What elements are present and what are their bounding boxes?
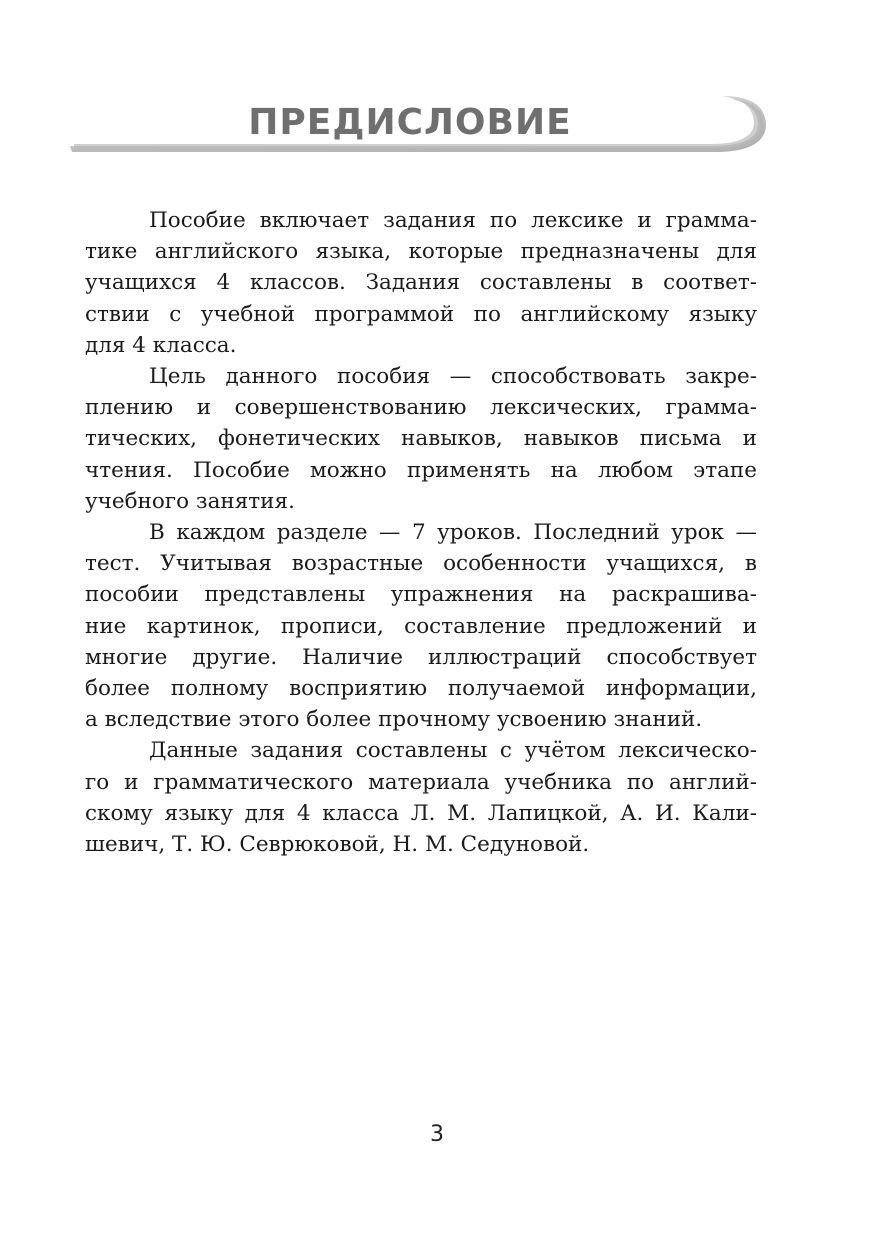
text-line: а вследствие этого более прочному усвоению знаний. bbox=[85, 707, 703, 733]
text-line: плению и совершенствованию лексических, грамма- bbox=[85, 395, 757, 421]
page-title: ПРЕДИСЛОВИЕ bbox=[248, 102, 572, 143]
text-line: тических, фонетических навыков, навыков письма и bbox=[85, 426, 757, 452]
paragraph bbox=[85, 361, 757, 517]
text-line: В каждом разделе — 7 уроков. Последний урок — bbox=[149, 520, 757, 546]
page-number: 3 bbox=[430, 1122, 444, 1147]
preface-text bbox=[85, 205, 757, 860]
text-line: многие другие. Наличие иллюстраций способствует bbox=[85, 644, 757, 670]
text-line: тест. Учитывая возрастные особенности учащихся, в bbox=[85, 551, 757, 577]
paragraph bbox=[85, 735, 757, 860]
text-line: чтения. Пособие можно применять на любом этапе bbox=[85, 457, 757, 483]
text-line: учащихся 4 классов. Задания составлены в соответ- bbox=[85, 270, 757, 296]
text-line: Пособие включает задания по лексике и грамма- bbox=[149, 208, 757, 233]
chapter-heading-banner bbox=[70, 88, 774, 168]
text-line: шевич, Т. Ю. Севрюковой, Н. М. Седуновой. bbox=[85, 832, 590, 858]
text-line: Данные задания составлены с учётом лексическо- bbox=[149, 738, 757, 764]
text-line: го и грамматического материала учебника по англий- bbox=[85, 769, 757, 795]
text-line: более полному восприятию получаемой информации, bbox=[85, 676, 757, 702]
paragraph bbox=[85, 517, 757, 735]
text-line: Цель данного пособия — способствовать закре- bbox=[149, 364, 757, 390]
text-line: скому языку для 4 класса Л. М. Лапицкой, А. И. Кали- bbox=[85, 800, 757, 826]
paragraph bbox=[85, 205, 757, 361]
text-line: учебного занятия. bbox=[85, 488, 295, 514]
text-line: ние картинок, прописи, составление предложений и bbox=[85, 613, 757, 639]
text-line: ствии с учебной программой по английскому языку bbox=[85, 301, 757, 327]
text-line: пособии представлены упражнения на раскрашива- bbox=[85, 582, 757, 608]
text-line: для 4 класса. bbox=[85, 332, 237, 358]
text-line: тике английского языка, которые предназначены для bbox=[85, 239, 757, 265]
